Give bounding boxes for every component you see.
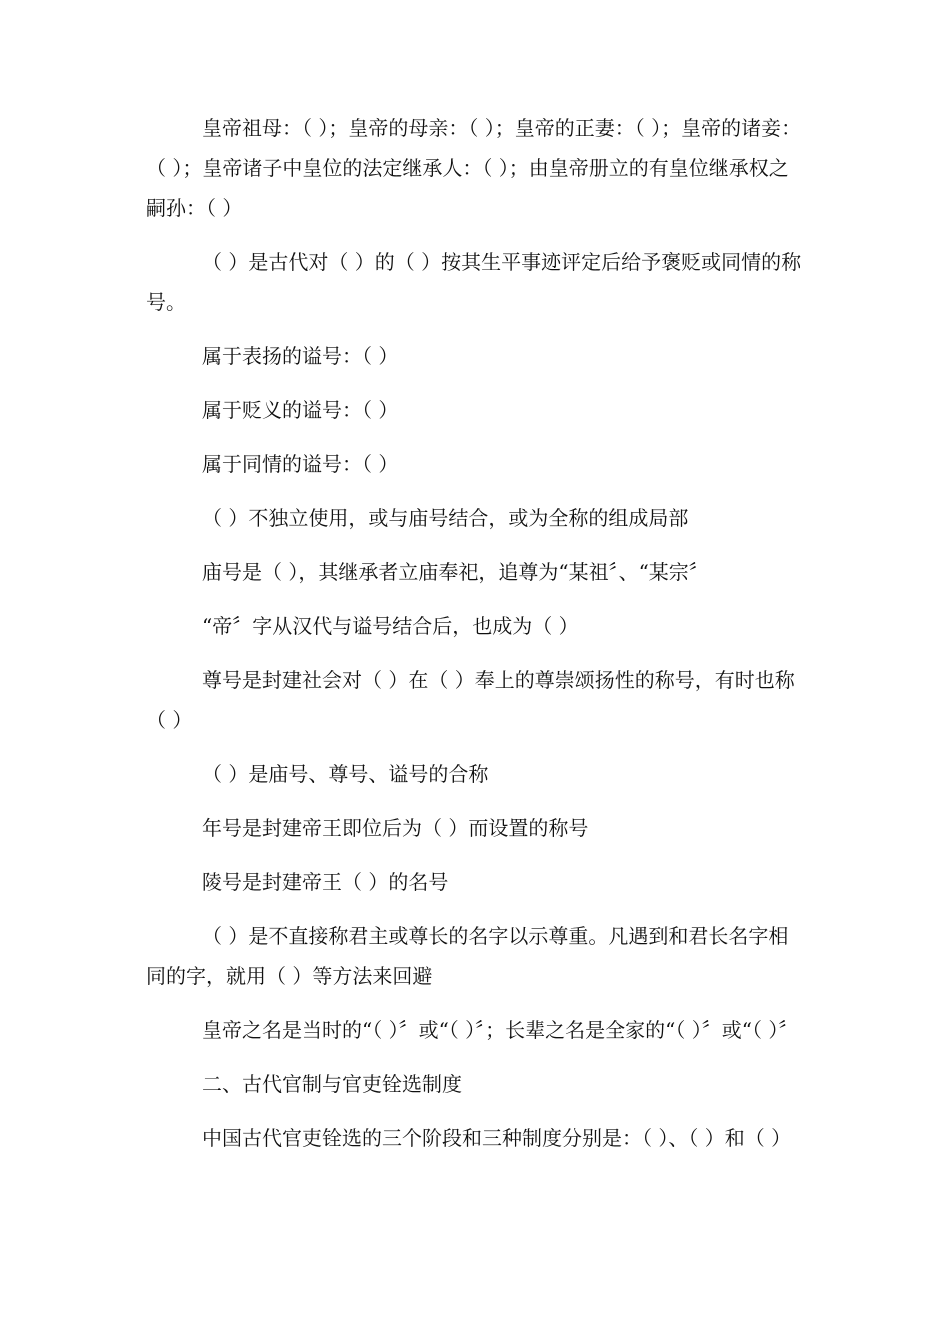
paragraph-emperor-name-taboo: 皇帝之名是当时的“（ ）〞或“（ ）〞；长辈之名是全家的“（ ）〞或“（ ）〞 (202, 1018, 799, 1042)
paragraph-temple-name: 庙号是（ ），其继承者立庙奉祀，追尊为“某祖〞、“某宗〞 (202, 560, 709, 584)
paragraph-derogatory-posthumous-title: 属于贬义的谥号：（ ） (202, 398, 399, 422)
paragraph-posthumous-title-definition: （ ）是古代对（ ）的（ ）按其生平事迹评定后给予褒贬或同情的称号。 (146, 250, 802, 314)
paragraph-naming-taboo: （ ）是不直接称君主或尊长的名字以示尊重。凡遇到和君长名字相同的字，就用（ ）等方法来回避 (146, 924, 789, 988)
paragraph-era-name: 年号是封建帝王即位后为（ ）而设置的称号 (202, 816, 589, 840)
paragraph-honorific-title: 尊号是封建社会对（ ）在（ ）奉上的尊崇颂扬性的称号，有时也称（ ） (146, 668, 795, 732)
paragraph-praise-posthumous-title: 属于表扬的谥号：（ ） (202, 344, 399, 368)
paragraph-imperial-family-titles: 皇帝祖母：（ ）；皇帝的母亲：（ ）；皇帝的正妻：（ ）；皇帝的诸妾：（ ）；皇帝诸子中皇位的法定继承人：（ ）；由皇帝册立的有皇位继承权之嗣孙：（ ） (146, 116, 802, 220)
paragraph-di-character: “帝〞字从汉代与谥号结合后，也成为（ ） (202, 614, 579, 638)
paragraph-selection-stages: 中国古代官吏铨选的三个阶段和三种制度分别是：（ ）、（ ）和（ ） (202, 1126, 792, 1150)
document-body (146, 108, 806, 1172)
paragraph-mausoleum-name: 陵号是封建帝王（ ）的名号 (202, 870, 449, 894)
section-heading-official-system: 二、古代官制与官吏铨选制度 (202, 1072, 462, 1096)
paragraph-combined-title: （ ）是庙号、尊号、谥号的合称 (202, 762, 489, 786)
paragraph-not-independent-use: （ ）不独立使用，或与庙号结合，或为全称的组成局部 (202, 506, 689, 530)
paragraph-sympathy-posthumous-title: 属于同情的谥号：（ ） (202, 452, 399, 476)
